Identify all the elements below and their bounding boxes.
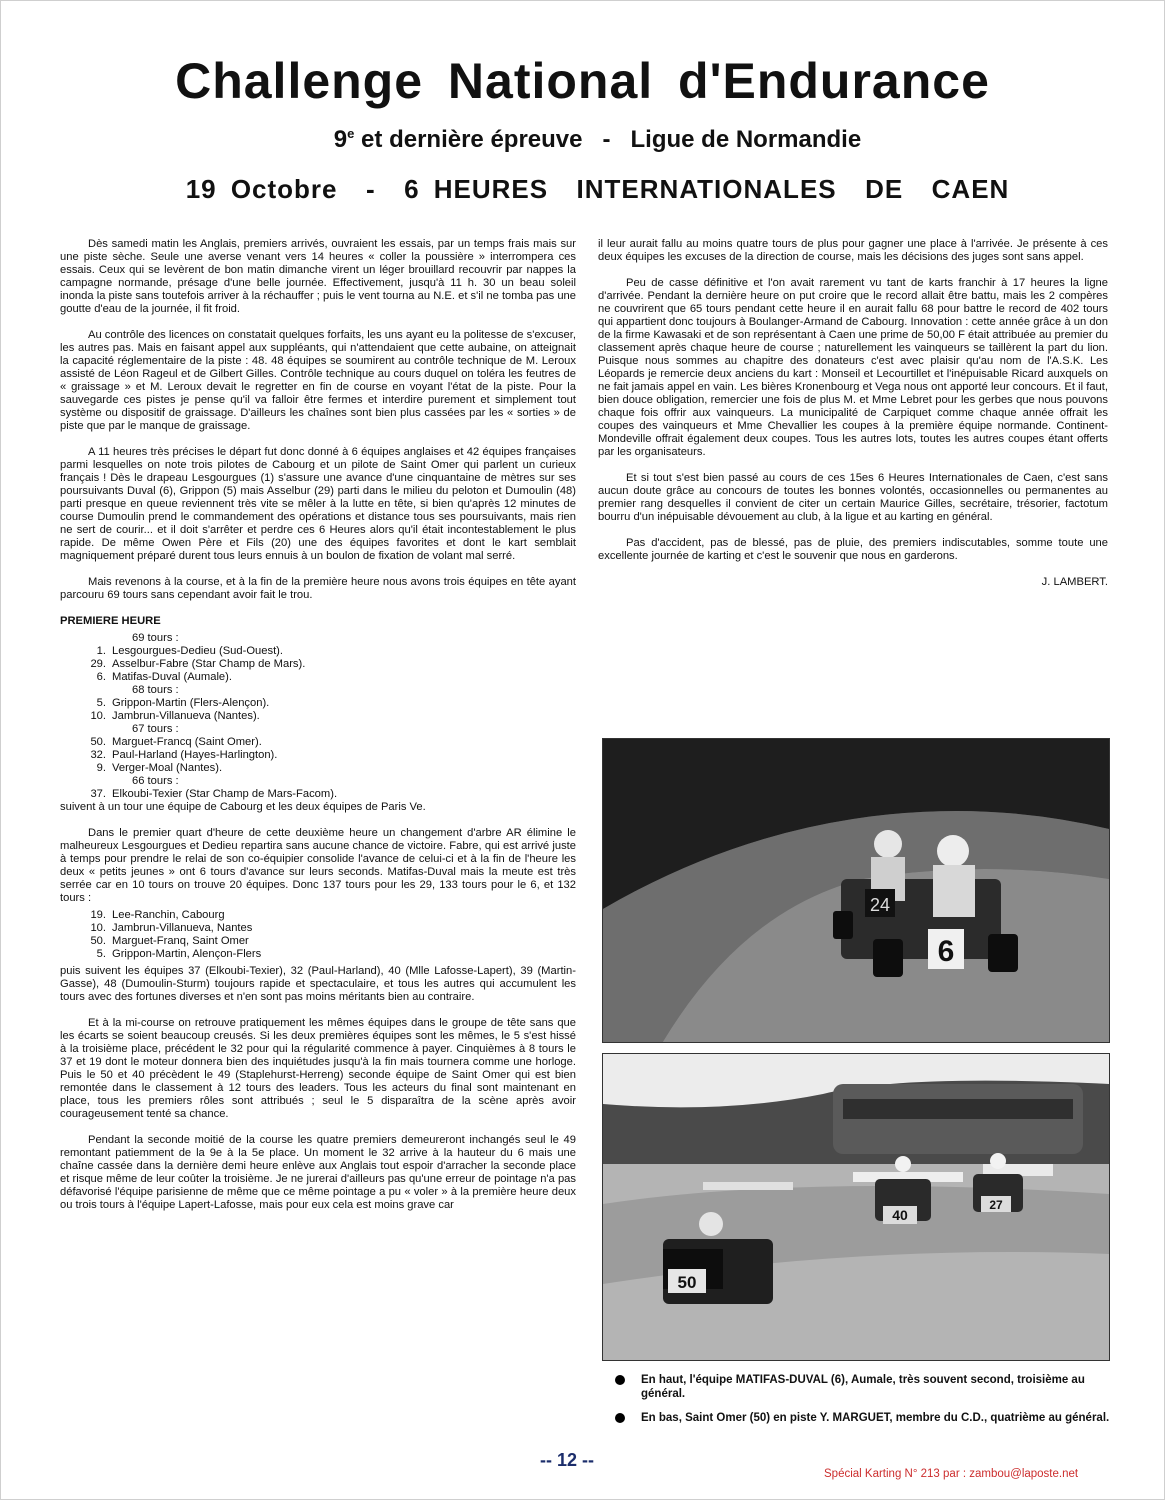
list-item — [60, 788, 576, 801]
lap-group-label: 66 tours : — [132, 775, 179, 787]
lap-group-label: 69 tours : — [132, 632, 179, 644]
caption-bottom-text: En bas, Saint Omer (50) en piste Y. MARGUET, membre du C.D., quatrième au général. — [641, 1412, 1110, 1424]
lap-group-label: 67 tours : — [132, 723, 179, 735]
subtitle-text: et dernière épreuve - Ligue de Normandie — [354, 126, 862, 153]
after-list-text: suivent à un tour une équipe de Cabourg et les deux équipes de Paris Ve. — [60, 801, 426, 813]
photo-captions — [615, 1373, 1115, 1435]
paragraph: Dès samedi matin les Anglais, premiers arrivés, ouvraient les essais, par un temps frais mais sur une piste sèche. Seule une averse venant vers 14 heures « coller la poussière » interrompera ces essais. Ceux qui se levèrent de bon matin dimanche virent un léger brouillard recouvrir par nappes la campagne normande, présage d'une belle journée. Effectivement, jusqu'à 11 h. 30 un beau soleil inonda la piste sans toutefois arriver à la réchauffer ; puis le vent tourna au N.E. et s'il ne tomba pas une goutte d'eau de la journée, il fit froid. — [60, 238, 576, 315]
lap-group — [60, 775, 576, 788]
caption-top-text: En haut, l'équipe MATIFAS-DUVAL (6), Aumale, très souvent second, troisième au général. — [641, 1374, 1085, 1400]
team-number: 32. — [90, 749, 106, 761]
team-name: Grippon-Martin (Flers-Alençon). — [112, 697, 270, 709]
list-item — [60, 736, 576, 749]
team-number: 5. — [96, 948, 106, 960]
list-item — [60, 710, 576, 723]
page-number: -- 12 -- — [540, 1450, 594, 1470]
list-item — [60, 909, 576, 922]
right-column — [598, 238, 1108, 602]
paragraph: Pas d'accident, pas de blessé, pas de pluie, des premiers indiscutables, somme toute une excellente journée de karting et c'est le souvenir que nous en garderons. — [598, 537, 1108, 562]
list-item — [60, 697, 576, 710]
team-name: Asselbur-Fabre (Star Champ de Mars). — [112, 658, 306, 670]
photo-kart-matifas-duval — [602, 738, 1110, 1043]
photo-bottom-illustration — [603, 1054, 1109, 1360]
paragraph: Dans le premier quart d'heure de cette deuxième heure un changement d'arbre AR élimine le malheureux Lesgourgues et Dedieu repartira sans aucune chance de victoire. Fabre, qui est arrivé juste à temps pour prendre le relai de son co-équipier consolide l'avance de celui-ci et à la fin de l'heure les deux « petits jeunes » ont 6 tours d'avance sur leurs seconds. Matifas-Duval mais la meute est très serrée car en 10 tours on trouve 20 équipes. Donc 137 tours pour les 29, 133 tours pour le 6, et 132 tours : — [60, 827, 576, 904]
subtitle-number: 9 — [333, 126, 348, 153]
paragraph: Et à la mi-course on retrouve pratiquement les mêmes équipes dans le groupe de tête sans que les écarts se soient beaucoup creusés. Si les deux premières équipes sont les mêmes, le 5 s'est hissé à la troisième place, précédent le 32 pour qui la régularité commence à payer. Cinquièmes à 8 tours le 37 et 19 dont le moteur donnera bien des inquiétudes jusqu'à la fin mais tournera comme une horloge. Puis le 50 et 40 précèdent le 49 (Staplehurst-Herreng) seconde équipe de Saint Omer qui est bien remontée dans le classement à 12 tours des leaders. Tous les acteurs du final sont maintenant en place, tous les premiers rôles sont attribués ; seul le 5 disparaîtra de la scène après avoir courageusement tenté sa chance. — [60, 1017, 576, 1120]
kart-number-40: 40 — [892, 1207, 908, 1223]
team-name: Lesgourgues-Dedieu (Sud-Ouest). — [112, 645, 284, 657]
list-item — [60, 922, 576, 935]
lap-group — [60, 632, 576, 645]
team-name: Grippon-Martin, Alençon-Flers — [112, 948, 262, 960]
kart-number-27: 27 — [989, 1198, 1003, 1212]
team-name: Marguet-Francq (Saint Omer). — [112, 736, 262, 748]
paragraph: puis suivent les équipes 37 (Elkoubi-Texier), 32 (Paul-Harland), 40 (Mlle Lafosse-Lapert), 39 (Martin-Gasse), 48 (Dumoulin-Sturm) toujours rapide et spectaculaire, et tous les autres qui accumulent les tours avec des fortunes diverses et n'en sont pas moins méritants bien au contraire. — [60, 965, 576, 1003]
team-name: Verger-Moal (Nantes). — [112, 762, 223, 774]
team-name: Jambrun-Villanueva, Nantes — [112, 922, 253, 934]
paragraph: A 11 heures très précises le départ fut donc donné à 6 équipes anglaises et 42 équipes françaises parmi lesquelles on note trois pilotes de Cabourg et un pilote de Saint Omer qui parlent un curieux français ! Dès le drapeau Lesgourgues (1) s'assure une avance d'une cinquantaine de mètres sur ses poursuivants Duval (6), Grippon (5) mais Asselbur (29) parti dans le milieu du peloton et Dumoulin (48) parti presque en queue reviennent très vite se mêler à la lutte en tête, si bien qu'après 12 minutes de course Dumoulin prend le commandement des opérations et distance tous ses poursuivants, mais rien ne sert de courir... et il doit s'arrêter et perdre ces 6 Heures alors qu'il était incontestablement le plus rapide. De même Owen Père et Fils (20) une des équipes favorites et dont le kart semblait magniquement préparé durent tous leurs ennuis à un boulon de fixation de volant mal serré. — [60, 446, 576, 562]
signature: J. LAMBERT. — [1041, 576, 1108, 588]
photo-kart-saint-omer — [602, 1053, 1110, 1361]
bullet-icon — [615, 1413, 625, 1423]
team-name: Paul-Harland (Hayes-Harlington). — [112, 749, 278, 761]
subtitle — [0, 126, 1165, 154]
paragraph: Mais revenons à la course, et à la fin de la première heure nous avons trois équipes en tête ayant parcouru 69 tours sans cependant avoir fait le trou. — [60, 576, 576, 601]
team-number: 1. — [96, 645, 106, 657]
team-number: 50. — [90, 736, 106, 748]
list-item — [60, 948, 576, 961]
page-title: Challenge National d'Endurance — [175, 53, 990, 109]
kart-number-6: 6 — [937, 935, 955, 968]
subtitle-superscript: e — [347, 126, 355, 141]
team-number: 19. — [90, 909, 106, 921]
date-line: 19 Octobre - 6 HEURES INTERNATIONALES DE CAEN — [185, 174, 1010, 204]
second-hour-list — [60, 909, 576, 961]
list-item — [60, 658, 576, 671]
team-number: 50. — [90, 935, 106, 947]
footer-credit: Spécial Karting N° 213 par : zambou@laposte.net — [824, 1468, 1079, 1480]
team-number: 29. — [90, 658, 106, 670]
team-number: 10. — [90, 710, 106, 722]
first-hour-list — [60, 632, 576, 801]
team-number: 9. — [96, 762, 106, 774]
paragraph: Pendant la seconde moitié de la course les quatre premiers demeureront inchangés seul le 49 remontant patiemment de la 9e à la 5e place. Un moment le 32 arrive à la hauteur du 6 mais une chaîne cassée dans la dernière demi heure enlève aux Anglais tout espoir d'arracher la seconde place et risque même de leur coûter la troisième. Je ne jurerai d'ailleurs pas qu'une erreur de pointage n'a pas défavorisé l'équipe parisienne de même que ce même pointage a pu « voler » à la première heure deux ou trois tours à l'équipe Lapert-Lafosse, mais pour eux cela est moins grave car — [60, 1134, 576, 1211]
team-name: Marguet-Franq, Saint Omer — [112, 935, 249, 947]
list-item — [60, 749, 576, 762]
first-hour-heading: PREMIERE HEURE — [60, 615, 161, 627]
kart-number-50: 50 — [677, 1273, 697, 1292]
list-item — [60, 935, 576, 948]
list-item — [60, 645, 576, 658]
team-number: 6. — [96, 671, 106, 683]
paragraph: il leur aurait fallu au moins quatre tours de plus pour gagner une place à l'arrivée. Je présente à ces deux équipes les excuses de la direction de course, mais les décisions des juges sont sans appel. — [598, 238, 1108, 263]
team-name: Matifas-Duval (Aumale). — [112, 671, 232, 683]
photo-top-illustration — [603, 739, 1109, 1042]
lap-group-label: 68 tours : — [132, 684, 179, 696]
kart-number-24: 24 — [869, 895, 891, 915]
team-name: Lee-Ranchin, Cabourg — [112, 909, 225, 921]
team-number: 10. — [90, 922, 106, 934]
paragraph: Peu de casse définitive et l'on avait rarement vu tant de karts franchir à 17 heures la ligne d'arrivée. Pendant la dernière heure on put croire que le record allait être battu, mais les 2 compères ne couvrirent que 65 tours pendant cette heure il en aurait fallu 68 pour battre le record de 402 tours qui appartient donc toujours à Boulanger-Armand de Cabourg. Innovation : cette année grâce à un don de la firme Kawasaki et de son représentant à Caen une prime de 50,00 F était attribuée au premier du classement après chaque heure de course ; naturellement les vainqueurs se taillèrent la part du lion. Puisque nous sommes au chapitre des donateurs c'est avec plaisir qu'au nom de l'A.S.K. Les Léopards je remercie deux anciens du kart : Monseil et Lecourtillet et l'inépuisable Ricard auxquels on ne fait jamais appel en vain. Les bières Kronenbourg et Vega nous ont apporté leur concours. Et il faut, bien douce obligation, remercier une fois de plus M. et Mme Lebret pour les gerbes que nous pouvons chaque fois offrir aux vainqueurs. La municipalité de Carpiquet comme chaque année offrait les coupes des vainqueurs et Mme Chevallier les coupes à la première équipe normande. Continent-Mondeville offrait également deux coupes. Tous les autres lots, toutes les autres coupes étant offerts par les organisateurs. — [598, 277, 1108, 458]
left-column — [60, 238, 576, 1225]
caption-top — [615, 1373, 1115, 1401]
team-number: 37. — [90, 788, 106, 800]
lap-group — [60, 684, 576, 697]
paragraph: Et si tout s'est bien passé au cours de ces 15es 6 Heures Internationales de Caen, c'est sans aucun doute grâce au concours de toutes les bonnes volontés, occasionnelles ou permanentes au premier rang desquelles il convient de citer un certain Maurice Gilles, secrétaire, trésorier, factotum bourru d'un inépuisable dévouement au club, à la ligue et au karting en général. — [598, 472, 1108, 523]
team-name: Elkoubi-Texier (Star Champ de Mars-Facom). — [112, 788, 338, 800]
list-item — [60, 762, 576, 775]
team-name: Jambrun-Villanueva (Nantes). — [112, 710, 260, 722]
caption-bottom — [615, 1411, 1115, 1425]
paragraph: Au contrôle des licences on constatait quelques forfaits, les uns ayant eu la politesse de s'excuser, les autres pas. Mais en faisant appel aux suppléants, qui n'attendaient que cette aubaine, on atteignait la capacité réglementaire de la piste : 48. 48 équipes se soumirent au contrôle technique de M. Leroux assisté de Léon Rageul et de Gilbert Gilles. Contrôle technique au cours duquel on toléra les feutres de « graissage » et M. Leroux devait le regretter en fin de course en voyant l'état de la piste. Pour la sauvegarde ces pistes je pense qu'il va falloir être fermes et interdire purement et simplement tout système ou dispositif de graissage. D'ailleurs les chaînes sont bien plus cassées par les « sorties » de piste que par le manque de graissage. — [60, 329, 576, 432]
bullet-icon — [615, 1375, 625, 1385]
lap-group — [60, 723, 576, 736]
list-item — [60, 671, 576, 684]
team-number: 5. — [96, 697, 106, 709]
